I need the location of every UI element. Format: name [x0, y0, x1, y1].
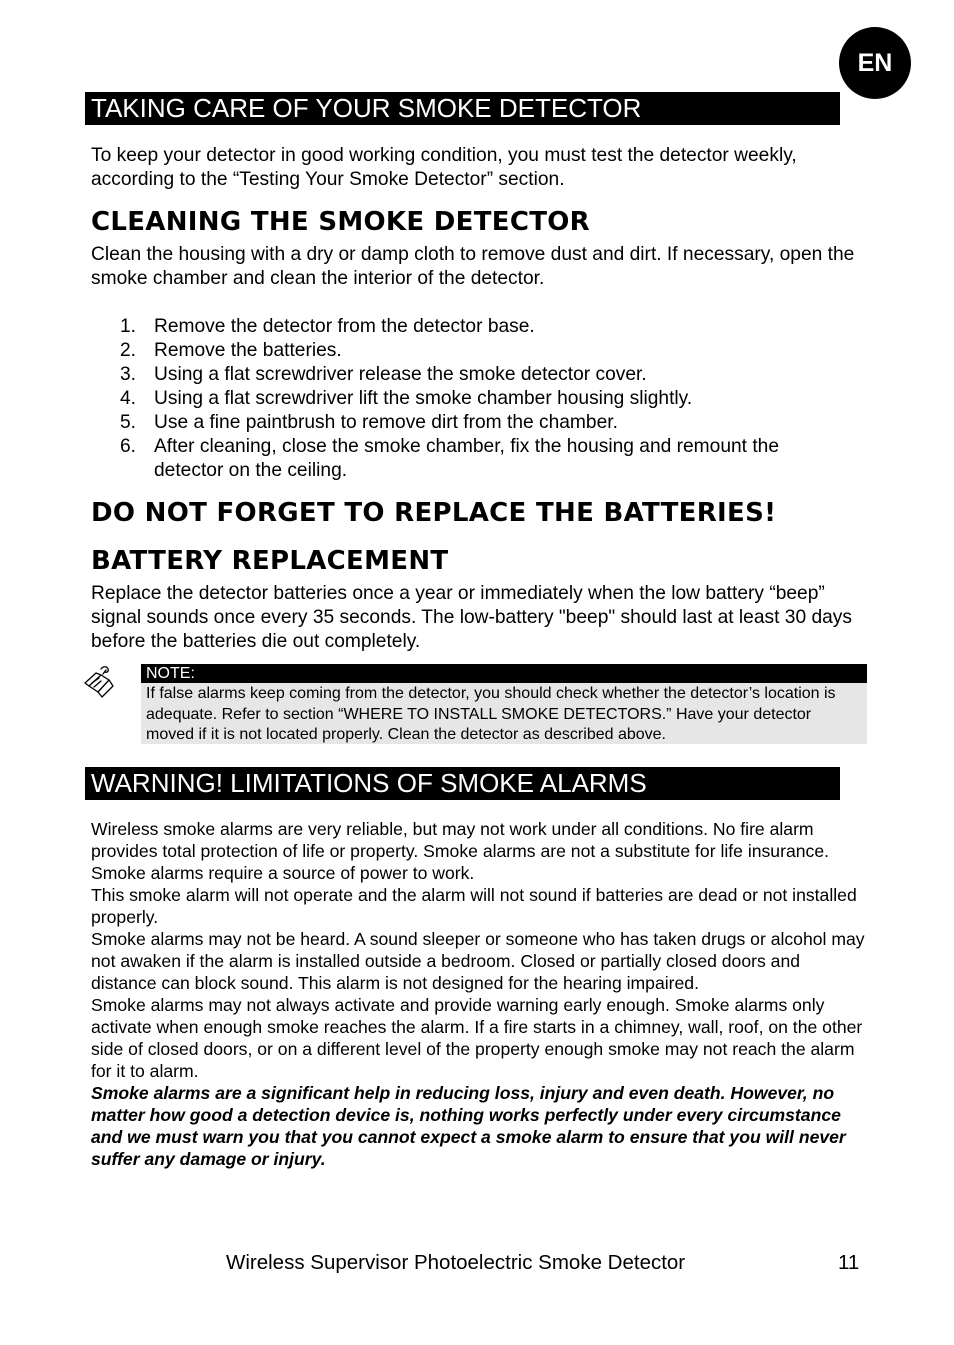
step-text: After cleaning, close the smoke chamber, fix the housing and remount the detector on the ceiling.: [154, 436, 780, 481]
step-number: 3.: [120, 364, 137, 385]
warning-paragraph: Smoke alarms may not always activate and provide warning early enough. Smoke alarms only activate when enough smoke reaches the alarm. If a fire starts in a chimney, wall, roof, on the other side of closed doors, or on a different level of the property enough smoke may not reach the alarm for it to alarm.: [91, 995, 863, 1081]
warning-emphasis: Smoke alarms are a significant help in reducing loss, injury and even death. However, no matter how good a detection device is, nothing works perfectly under every circumstance and we must warn you that you cannot expect a smoke alarm to ensure that you will never suffer any damage or injury.: [91, 1083, 846, 1169]
care-intro: To keep your detector in good working condition, you must test the detector weekly, according to the “Testing Your Smoke Detector” section.: [91, 145, 797, 190]
list-item: [91, 387, 851, 411]
heading-reminder: DO NOT FORGET TO REPLACE THE BATTERIES!: [91, 498, 777, 528]
heading-cleaning: CLEANING THE SMOKE DETECTOR: [91, 207, 590, 237]
section-title-care: TAKING CARE OF YOUR SMOKE DETECTOR: [85, 92, 840, 125]
warning-paragraph: Smoke alarms may not be heard. A sound sleeper or someone who has taken drugs or alcohol may not awaken if the alarm is installed outside a bedroom. Closed or partially closed doors and distance can block sound. This alarm is not designed for the hearing impaired.: [91, 929, 865, 993]
step-number: 4.: [120, 388, 137, 409]
warning-paragraph: Wireless smoke alarms are very reliable, but may not work under all conditions. No fire alarm provides total protection of life or property. Smoke alarms are not a substitute for life insurance.: [91, 819, 829, 861]
battery-intro: Replace the detector batteries once a year or immediately when the low battery “beep” signal sounds once every 35 seconds. The low-battery "beep" should last at least 30 days before the batteries die out completely.: [91, 583, 852, 652]
list-item: [91, 363, 851, 387]
heading-battery-replacement: BATTERY REPLACEMENT: [91, 546, 449, 576]
step-text: Remove the batteries.: [154, 340, 342, 361]
step-number: 6.: [120, 436, 137, 457]
list-item: [91, 411, 851, 435]
note-text: If false alarms keep coming from the detector, you should check whether the detector’s location is adequate. Refer to section “WHERE TO INSTALL SMOKE DETECTORS.” Have your detector moved if it is not located properly. Clean the detector as described above.: [141, 683, 867, 744]
step-number: 1.: [120, 316, 137, 337]
warning-body: [91, 818, 866, 1170]
language-badge: EN: [839, 27, 911, 99]
section-title-warning: WARNING! LIMITATIONS OF SMOKE ALARMS: [85, 767, 840, 800]
warning-paragraph: This smoke alarm will not operate and the alarm will not sound if batteries are dead or not installed properly.: [91, 885, 857, 927]
step-number: 5.: [120, 412, 137, 433]
step-text: Using a flat screwdriver lift the smoke chamber housing slightly.: [154, 388, 693, 409]
cleaning-steps: [91, 315, 851, 483]
note-hand-icon: [81, 662, 121, 702]
page-number: 11: [838, 1251, 860, 1274]
cleaning-intro: Clean the housing with a dry or damp cloth to remove dust and dirt. If necessary, open the smoke chamber and clean the interior of the detector.: [91, 244, 855, 289]
list-item: [91, 315, 851, 339]
step-number: 2.: [120, 340, 137, 361]
step-text: Remove the detector from the detector base.: [154, 316, 535, 337]
warning-paragraph: Smoke alarms require a source of power to work.: [91, 863, 475, 883]
list-item: [91, 435, 851, 483]
footer-product-name: Wireless Supervisor Photoelectric Smoke Detector: [226, 1251, 686, 1274]
step-text: Use a fine paintbrush to remove dirt from the chamber.: [154, 412, 618, 433]
list-item: [91, 339, 851, 363]
step-text: Using a flat screwdriver release the smoke detector cover.: [154, 364, 647, 385]
note-label: NOTE:: [141, 664, 867, 683]
